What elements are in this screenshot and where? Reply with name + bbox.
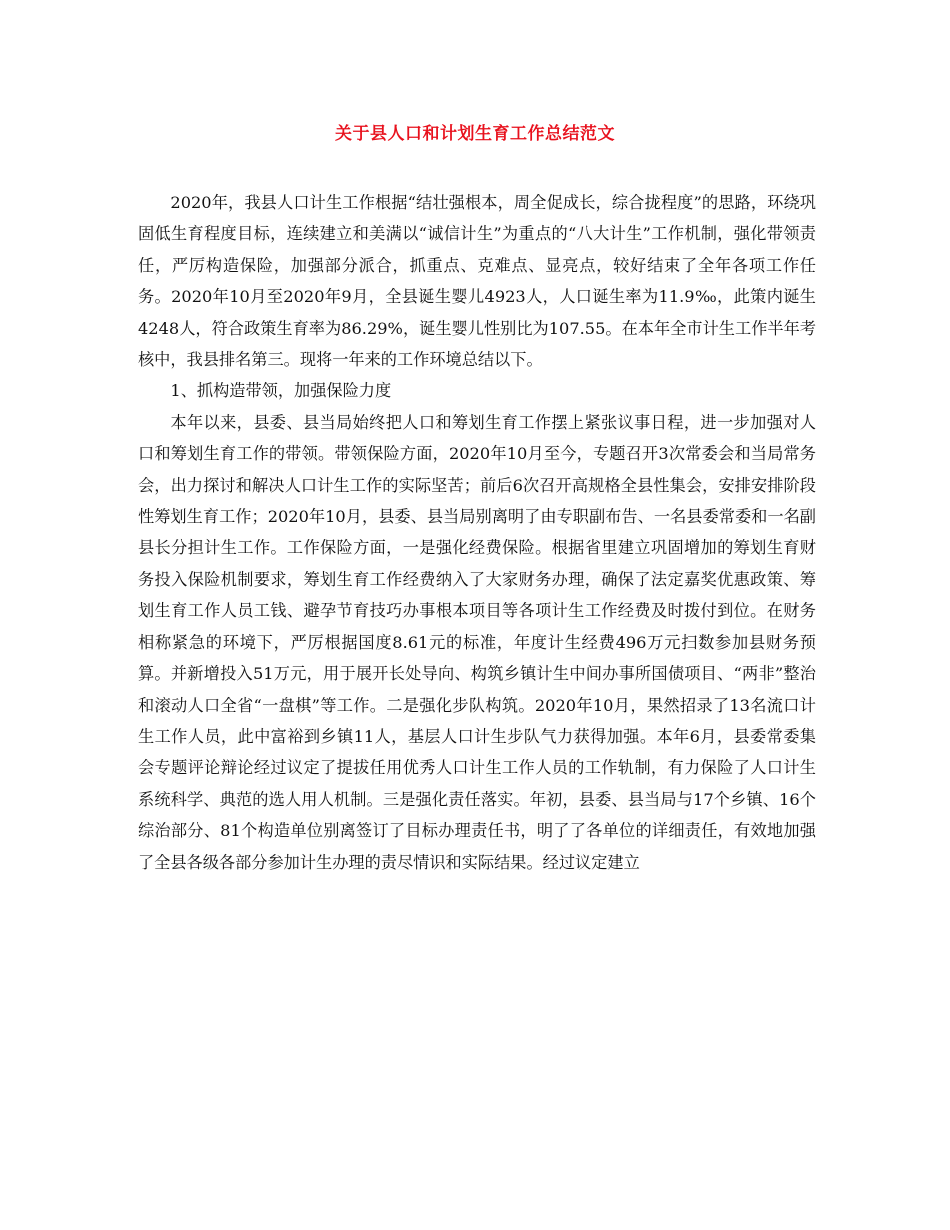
- paragraph-intro: 2020年，我县人口计生工作根据“结壮强根本，周全促成长，综合拢程度”的思路，环绕巩固低生育程度目标，连续建立和美满以“诚信计生”为重点的“八大计生”工作机制，强化带领责任，严厉构造保险，加强部分派合，抓重点、克难点、显亮点，较好结束了全年各项工作任务。2020年10月至2020年9月，全县诞生婴儿4923人，人口诞生率为11.9‰，此策内诞生4248人，符合政策生育率为86.29%，诞生婴儿性别比为107.55。在本年全市计生工作半年考核中，我县排名第三。现将一年来的工作环境总结以下。: [138, 193, 816, 370]
- section-heading-1: 1、抓构造带领，加强保险力度: [170, 381, 392, 401]
- document-title: 关于县人口和计划生育工作总结范文: [335, 124, 615, 144]
- document-body: [138, 187, 816, 878]
- paragraph-section-1: 本年以来，县委、县当局始终把人口和筹划生育工作摆上紧张议事日程，进一步加强对人口和筹划生育工作的带领。带领保险方面，2020年10月至今，专题召开3次常委会和当局常务会，出力探讨和解决人口计生工作的实际坚苦；前后6次召开高规格全县性集会，安排安排阶段性筹划生育工作；2020年10月，县委、县当局别离明了由专职副布告、一名县委常委和一名副县长分担计生工作。工作保险方面，一是强化经费保险。根据省里建立巩固增加的筹划生育财务投入保险机制要求，筹划生育工作经费纳入了大家财务办理，确保了法定嘉奖优惠政策、筹划生育工作人员工钱、避孕节育技巧办事根本项目等各项计生工作经费及时拨付到位。在财务相称紧急的环境下，严厉根据国度8.61元的标准，年度计生经费496万元扫数参加县财务预算。并新增投入51万元，用于展开长处导向、构筑乡镇计生中间办事所国债项目、“两非”整治和滚动人口全省“一盘棋”等工作。二是强化步队构筑。2020年10月，果然招录了13名流口计生工作人员，此中富裕到乡镇11人，基层人口计生步队气力获得加强。本年6月，县委常委集会专题评论辩论经过议定了提拔任用优秀人口计生工作人员的工作轨制，有力保险了人口计生系统科学、典范的选人用人机制。三是强化责任落实。年初，县委、县当局与17个乡镇、16个综治部分、81个构造单位别离签订了目标办理责任书，明了了各单位的详细责任，有效地加强了全县各级各部分参加计生办理的责尽情识和实际结果。经过议定建立: [138, 412, 816, 872]
